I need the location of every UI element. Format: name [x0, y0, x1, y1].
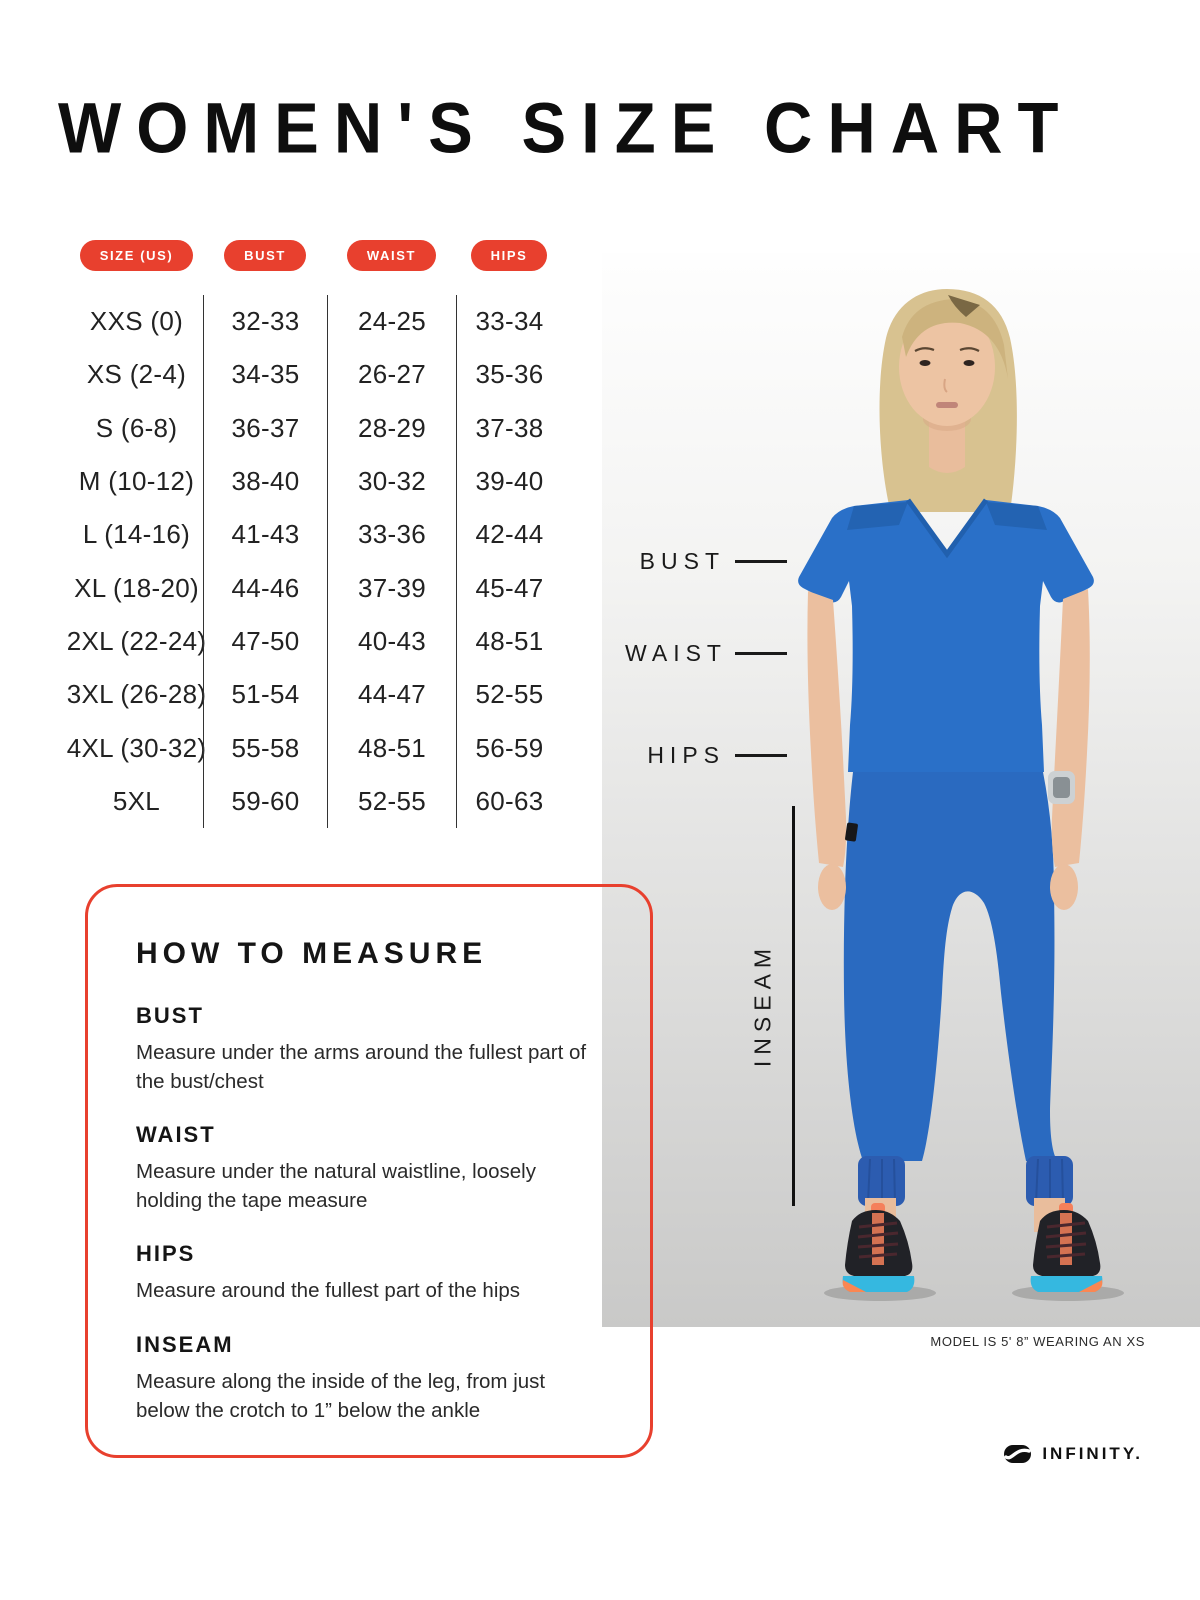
- header-cell: [70, 240, 203, 271]
- waist-callout-label: WAIST: [625, 640, 727, 666]
- bust-cell: 55-58: [203, 721, 327, 774]
- model-photo: [602, 253, 1200, 1327]
- measure-item-description: Measure under the natural waistline, loosely holding the tape measure: [136, 1160, 536, 1213]
- size-table: [66, 295, 562, 828]
- size-cell: XXS (0): [89, 306, 184, 337]
- hips-cell: 39-40: [456, 455, 562, 508]
- measure-item-description: Measure under the arms around the fullest part of the bust/chest: [136, 1041, 587, 1094]
- waist-cell: 44-47: [327, 668, 456, 721]
- waist-cell: 26-27: [327, 348, 456, 401]
- how-to-measure-heading: HOW TO MEASURE: [136, 937, 488, 970]
- header-pill-bust: BUST: [224, 240, 306, 271]
- page-title: WOMEN'S SIZE CHART: [58, 89, 1074, 169]
- header-pill-size: SIZE (US): [80, 240, 194, 271]
- size-cell: 2XL (22-24): [66, 625, 207, 656]
- waist-cell: 28-29: [327, 402, 456, 455]
- hips-callout-label: HIPS: [647, 742, 725, 768]
- how-to-measure-box: [85, 884, 653, 1458]
- bust-cell: 59-60: [203, 775, 327, 828]
- hips-callout: [625, 742, 787, 769]
- measure-item-waist: [136, 1122, 610, 1215]
- size-cell: L (14-16): [82, 519, 191, 550]
- hips-cell: 35-36: [456, 348, 562, 401]
- size-cell: XS (2-4): [86, 359, 187, 390]
- bust-callout: [625, 548, 787, 575]
- bust-cell: 36-37: [203, 402, 327, 455]
- size-cell: 4XL (30-32): [66, 732, 207, 763]
- measure-item-label: BUST: [136, 1003, 204, 1028]
- header-pill-hips: HIPS: [471, 240, 548, 271]
- measure-item-description: Measure around the fullest part of the hips: [136, 1279, 521, 1303]
- waist-cell: 48-51: [327, 721, 456, 774]
- header-cell: [456, 240, 562, 271]
- infinity-logo-icon: [1003, 1444, 1033, 1464]
- hips-cell: 60-63: [456, 775, 562, 828]
- waist-cell: 24-25: [327, 295, 456, 348]
- bust-cell: 32-33: [203, 295, 327, 348]
- size-table-header-row: [70, 240, 562, 271]
- measure-item-label: WAIST: [136, 1122, 216, 1148]
- header-pill-waist: WAIST: [347, 240, 436, 271]
- measure-item-label: INSEAM: [136, 1331, 234, 1357]
- size-cell: XL (18-20): [74, 572, 199, 603]
- header-cell: [327, 240, 456, 271]
- hips-cell: 48-51: [456, 615, 562, 668]
- hips-cell: 52-55: [456, 668, 562, 721]
- measure-item-inseam: [136, 1332, 610, 1425]
- bust-cell: 38-40: [203, 455, 327, 508]
- hips-cell: 33-34: [456, 295, 562, 348]
- measure-item-description: Measure along the inside of the leg, from just below the crotch to 1” below the ankle: [136, 1369, 546, 1422]
- model-illustration: [602, 253, 1200, 1327]
- hips-cell: 37-38: [456, 402, 562, 455]
- waist-cell: 30-32: [327, 455, 456, 508]
- bust-callout-label: BUST: [639, 548, 725, 574]
- hips-cell: 42-44: [456, 508, 562, 561]
- measure-item-label: HIPS: [136, 1241, 196, 1267]
- brand-wordmark: INFINITY.: [1042, 1444, 1143, 1463]
- bust-callout-line: [735, 560, 787, 563]
- bust-cell: 44-46: [203, 561, 327, 614]
- header-cell: [203, 240, 327, 271]
- measure-item-hips: [136, 1241, 610, 1305]
- waist-cell: 33-36: [327, 508, 456, 561]
- size-cell: S (6-8): [95, 412, 178, 443]
- waist-cell: 52-55: [327, 775, 456, 828]
- waist-callout: [625, 640, 787, 667]
- hips-callout-line: [735, 754, 787, 757]
- model-caption: MODEL IS 5' 8” WEARING AN XS: [930, 1334, 1145, 1349]
- hips-cell: 45-47: [456, 561, 562, 614]
- hips-cell: 56-59: [456, 721, 562, 774]
- waist-cell: 37-39: [327, 561, 456, 614]
- bust-cell: 34-35: [203, 348, 327, 401]
- size-cell: 5XL: [112, 785, 161, 816]
- bust-cell: 41-43: [203, 508, 327, 561]
- inseam-callout-line: [792, 806, 795, 1206]
- bust-cell: 51-54: [203, 668, 327, 721]
- measure-item-bust: [136, 1003, 610, 1096]
- waist-callout-line: [735, 652, 787, 655]
- inseam-callout-label: INSEAM: [749, 942, 776, 1068]
- waist-cell: 40-43: [327, 615, 456, 668]
- size-cell: M (10-12): [78, 466, 195, 497]
- bust-cell: 47-50: [203, 615, 327, 668]
- size-cell: 3XL (26-28): [66, 679, 207, 710]
- brand-lockup: [1003, 1444, 1143, 1464]
